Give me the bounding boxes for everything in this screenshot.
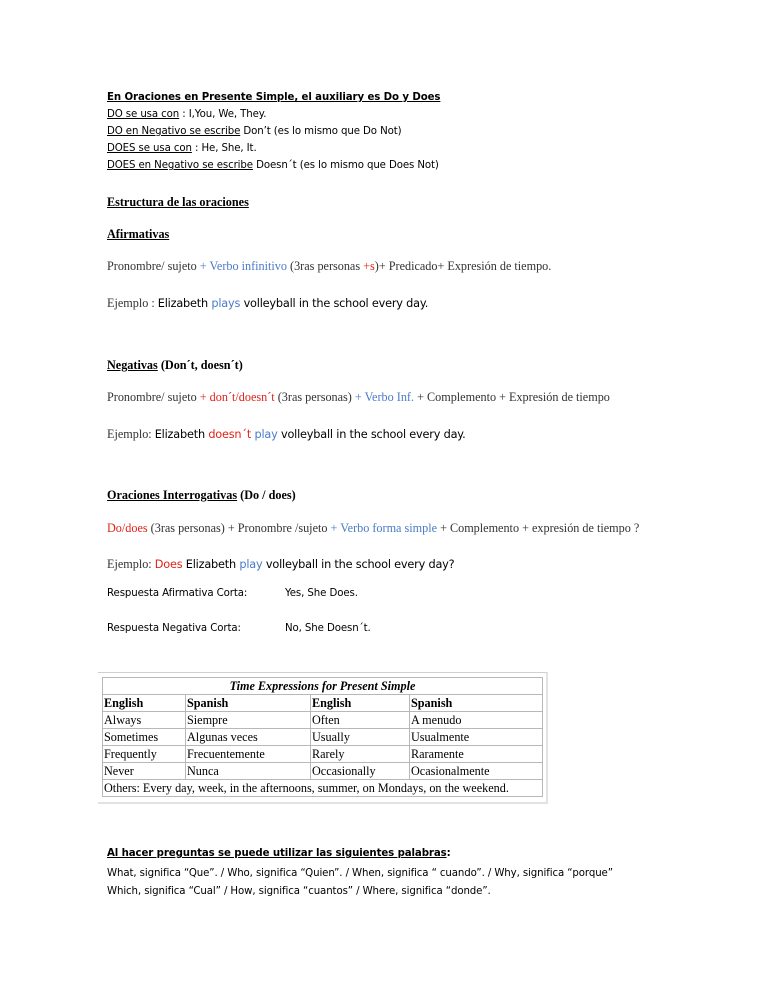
table-caption-row — [103, 678, 543, 695]
example-rest: volleyball in the school every day. — [240, 297, 429, 310]
table-cell: A menudo — [410, 712, 543, 729]
short-affirmative-label: Respuesta Afirmativa Corta: — [107, 588, 248, 599]
interrogative-title — [107, 488, 296, 503]
table-row — [103, 746, 543, 763]
formula-part: )+ Predicado+ Expresión de tiempo. — [374, 259, 552, 273]
questions-line-2: Which, significa “Cual” / How, significa “cuantos” / Where, significa “donde”. — [107, 886, 491, 897]
does-rest: : He, She, It. — [191, 143, 257, 154]
questions-title — [107, 848, 451, 859]
formula-part: + — [199, 259, 210, 273]
table-cell: Nunca — [186, 763, 311, 780]
table-header-cell: English — [311, 695, 410, 712]
intro-line-does-neg — [107, 160, 439, 171]
formula-verb: Verbo infinitivo — [209, 259, 287, 273]
formula-part: Pronombre/ sujeto — [107, 259, 200, 273]
example-verb: play — [239, 558, 263, 571]
do-label: DO se usa con — [107, 109, 180, 120]
questions-title-text: Al hacer preguntas se puede utilizar las siguientes palabras — [107, 848, 447, 859]
short-negative-label: Respuesta Negativa Corta: — [107, 623, 241, 634]
formula-part: (3ras personas) + Pronombre /sujeto — [147, 521, 331, 535]
negative-formula — [107, 390, 610, 405]
example-verb: plays — [211, 297, 241, 310]
formula-part: + Complemento + Expresión de tiempo — [414, 390, 610, 404]
table-cell: Often — [311, 712, 410, 729]
table-cell: Sometimes — [103, 729, 186, 746]
example-label: Ejemplo: — [107, 427, 155, 441]
interrogative-example — [107, 553, 454, 572]
table-cell: Always — [103, 712, 186, 729]
intro-title: En Oraciones en Presente Simple, el auxiliary es Do y Does — [107, 92, 441, 103]
short-affirmative-value: Yes, She Does. — [285, 588, 358, 599]
formula-suffix: +s — [363, 259, 375, 273]
formula-verb: Verbo forma simple — [340, 521, 438, 535]
table-cell: Ocasionalmente — [410, 763, 543, 780]
affirmative-title: Afirmativas — [107, 227, 170, 241]
table-cell: Usualmente — [410, 729, 543, 746]
intro-line-do-neg — [107, 126, 402, 137]
example-label: Ejemplo : — [107, 296, 158, 310]
formula-part: + — [354, 390, 365, 404]
example-rest: volleyball in the school every day. — [277, 428, 466, 441]
structure-title: Estructura de las oraciones — [107, 195, 249, 209]
formula-aux: Do/does — [107, 521, 148, 535]
table-row — [103, 763, 543, 780]
table-footer: Others: Every day, week, in the afternoons, summer, on Mondays, on the weekend. — [103, 780, 543, 797]
formula-part: (3ras personas) — [274, 390, 355, 404]
do-neg-label: DO en Negativo se escribe — [107, 126, 241, 137]
table-cell: Occasionally — [311, 763, 410, 780]
formula-part: + — [330, 521, 341, 535]
formula-part: Pronombre/ sujeto — [107, 390, 200, 404]
negative-title — [107, 358, 243, 373]
table-cell: Siempre — [186, 712, 311, 729]
intro-line-do — [107, 109, 266, 120]
example-subject: Elizabeth — [157, 297, 212, 310]
negative-title-rest: (Don´t, doesn´t) — [157, 358, 243, 372]
formula-verb: Verbo Inf. — [364, 390, 415, 404]
table-cell: Algunas veces — [186, 729, 311, 746]
example-rest: volleyball in the school every day? — [262, 558, 455, 571]
table-cell: Frecuentemente — [186, 746, 311, 763]
example-subject: Elizabeth — [154, 428, 209, 441]
time-expressions-table — [102, 677, 543, 797]
example-label: Ejemplo: — [107, 557, 155, 571]
table-cell: Rarely — [311, 746, 410, 763]
negative-title-text: Negativas — [107, 358, 158, 372]
formula-aux: + don´t/doesn´t — [199, 390, 275, 404]
does-neg-rest: Doesn´t (es lo mismo que Does Not) — [252, 160, 439, 171]
does-label: DOES se usa con — [107, 143, 192, 154]
example-aux: doesn´t — [208, 428, 252, 441]
example-verb: play — [251, 428, 278, 441]
table-cell: Frequently — [103, 746, 186, 763]
short-negative-value: No, She Doesn´t. — [285, 623, 371, 634]
table-header-cell: Spanish — [410, 695, 543, 712]
interrogative-formula — [107, 521, 639, 536]
example-subject: Elizabeth — [182, 558, 240, 571]
interrogative-title-text: Oraciones Interrogativas — [107, 488, 238, 502]
questions-line-1: What, significa “Que”. / Who, significa “Quien”. / When, significa “ cuando”. / Why, significa “porque” — [107, 868, 613, 879]
negative-example — [107, 423, 466, 442]
table-row — [103, 729, 543, 746]
table-cell: Raramente — [410, 746, 543, 763]
table-footer-row — [103, 780, 543, 797]
formula-part: (3ras personas — [286, 259, 364, 273]
table-cell: Usually — [311, 729, 410, 746]
interrogative-title-rest: (Do / does) — [237, 488, 296, 502]
example-aux: Does — [154, 558, 183, 571]
intro-line-does — [107, 143, 257, 154]
table-header-cell: Spanish — [186, 695, 311, 712]
table-caption: Time Expressions for Present Simple — [103, 678, 543, 695]
do-rest: : I,You, We, They. — [179, 109, 267, 120]
affirmative-formula — [107, 259, 551, 274]
questions-title-colon: : — [446, 848, 451, 859]
does-neg-label: DOES en Negativo se escribe — [107, 160, 253, 171]
table-header-row — [103, 695, 543, 712]
table-row — [103, 712, 543, 729]
formula-part: + Complemento + expresión de tiempo ? — [437, 521, 640, 535]
table-header-cell: English — [103, 695, 186, 712]
do-neg-rest: Don’t (es lo mismo que Do Not) — [240, 126, 402, 137]
table-cell: Never — [103, 763, 186, 780]
affirmative-example — [107, 292, 428, 311]
